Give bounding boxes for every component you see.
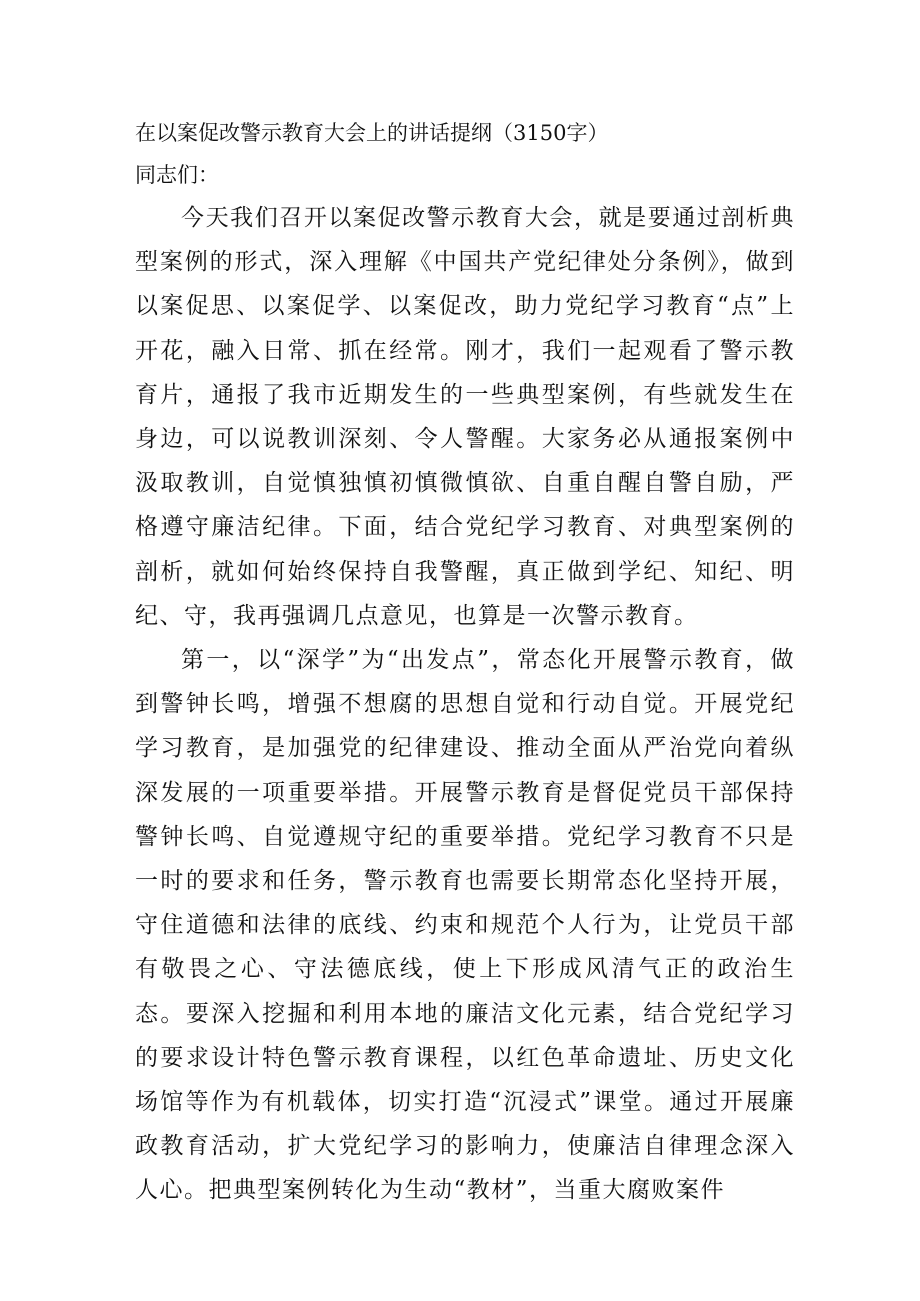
- document-title: 在以案促改警示教育大会上的讲话提纲（3150字）: [135, 121, 609, 145]
- salutation: 同志们：: [135, 163, 219, 187]
- paragraph-first-point: 第一，以“深学”为“出发点”，常态化开展警示教育，做到警钟长鸣，增强不想腐的思想自觉和行动自觉。开展党纪学习教育，是加强党的纪律建设、推动全面从严治党向着纵深发展的一项重要举措。开展警示教育是督促党员干部保持警钟长鸣、自觉遵规守纪的重要举措。党纪学习教育不只是一时的要求和任务，警示教育也需要长期常态化坚持开展，守住道德和法律的底线、约束和规范个人行为，让党员干部有敬畏之心、守法德底线，使上下形成风清气正的政治生态。要深入挖掘和利用本地的廉洁文化元素，结合党纪学习的要求设计特色警示教育课程，以红色革命遗址、历史文化场馆等作为有机载体，切实打造“沉浸式”课堂。通过开展廉政教育活动，扩大党纪学习的影响力，使廉洁自律理念深入人心。把典型案例转化为生动“教材”，当重大腐败案件: [135, 647, 795, 1204]
- paragraph-opening: 今天我们召开以案促改警示教育大会，就是要通过剖析典型案例的形式，深入理解《中国共产党纪律处分条例》，做到以案促思、以案促学、以案促改，助力党纪学习教育“点”上开花，融入日常、抓在经常。刚才，我们一起观看了警示教育片，通报了我市近期发生的一些典型案例，有些就发生在身边，可以说教训深刻、令人警醒。大家务必从通报案例中汲取教训，自觉慎独慎初慎微慎欲、自重自醒自警自励，严格遵守廉洁纪律。下面，结合党纪学习教育、对典型案例的剖析，就如何始终保持自我警醒，真正做到学纪、知纪、明纪、守，我再强调几点意见，也算是一次警示教育。: [135, 205, 795, 629]
- document-body: [135, 112, 795, 1213]
